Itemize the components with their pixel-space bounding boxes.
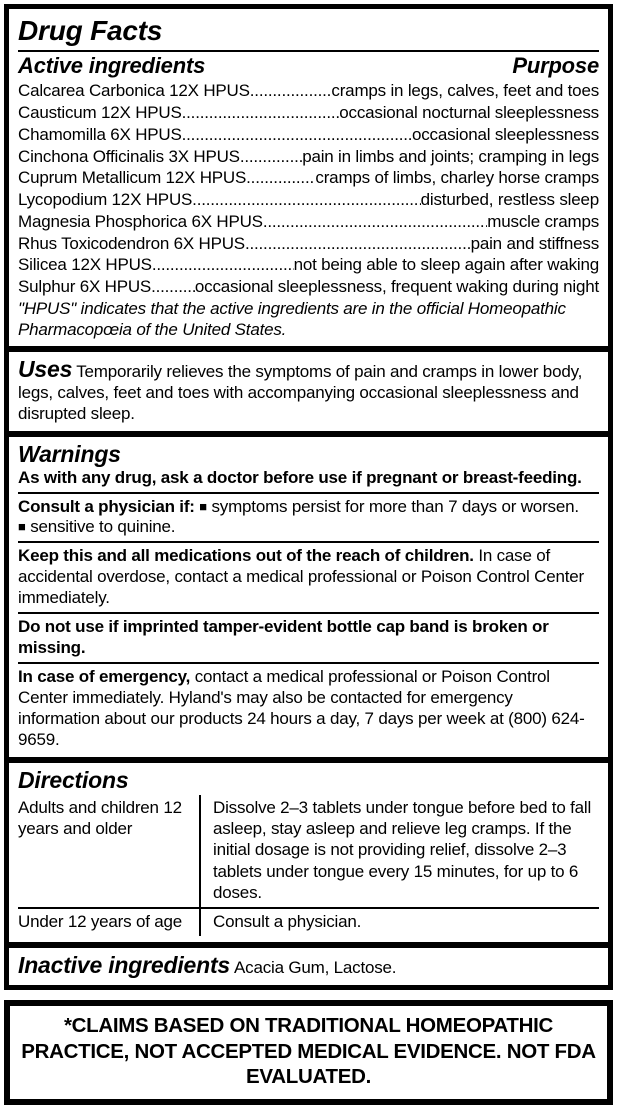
dot-leader xyxy=(151,276,195,298)
dot-leader xyxy=(263,211,487,233)
consult-item-2: sensitive to quinine. xyxy=(30,517,176,537)
ingredient-purpose: pain and stiffness xyxy=(470,233,599,253)
claims-text: *CLAIMS BASED ON TRADITIONAL HOMEOPATHIC PRACTICE, NOT ACCEPTED MEDICAL EVIDENCE. NOT FDA EVALUATED. xyxy=(21,1014,596,1089)
inactive-paragraph xyxy=(18,952,599,979)
ingredient-name: Cuprum Metallicum 12X HPUS xyxy=(18,168,247,188)
warning-divider xyxy=(18,492,599,494)
directions-age-group: Under 12 years of age xyxy=(18,912,183,932)
warnings-heading: Warnings xyxy=(18,441,121,468)
ingredient-name: Chamomilla 6X HPUS xyxy=(18,124,182,144)
ingredient-purpose: muscle cramps xyxy=(487,211,599,231)
active-ingredients-heading: Active ingredients xyxy=(18,53,206,79)
directions-table xyxy=(18,795,599,937)
directions-row xyxy=(18,795,599,907)
warning-tamper: Do not use if imprinted tamper-evident bottle cap band is broken or missing. xyxy=(18,617,549,657)
dot-leader xyxy=(152,254,294,276)
frame-gap xyxy=(4,990,613,1000)
ingredient-name: Calcarea Carbonica 12X HPUS xyxy=(18,81,250,101)
active-ingredients-section xyxy=(9,9,608,346)
warning-divider xyxy=(18,662,599,664)
ingredient-purpose: occasional sleeplessness xyxy=(411,124,599,144)
inactive-ingredients-heading: Inactive ingredients xyxy=(18,952,231,979)
consult-lead: Consult a physician if: xyxy=(18,496,195,516)
claims-disclaimer-box xyxy=(4,1000,613,1104)
square-bullet-icon: ■ xyxy=(199,498,207,514)
keep-text: In case of accidental overdose, contact a medical professional or Poison Control Center immediately. xyxy=(18,546,584,608)
inactive-ingredients-text: Acacia Gum, Lactose. xyxy=(234,958,397,978)
warning-children xyxy=(18,546,599,609)
ingredient-row xyxy=(18,254,599,276)
ingredient-purpose: not being able to sleep again after waking xyxy=(293,255,599,275)
ingredient-row xyxy=(18,124,599,146)
ingredient-name: Cinchona Officinalis 3X HPUS xyxy=(18,146,240,166)
ingredient-row xyxy=(18,189,599,211)
ingredient-name: Causticum 12X HPUS xyxy=(18,103,182,123)
dot-leader xyxy=(182,102,340,124)
drug-facts-label xyxy=(4,4,613,990)
purpose-heading: Purpose xyxy=(512,53,599,79)
ingredient-purpose: pain in limbs and joints; cramping in legs xyxy=(302,146,599,166)
uses-heading: Uses xyxy=(18,356,73,383)
warnings-section xyxy=(9,431,608,757)
ingredient-purpose: cramps in legs, calves, feet and toes xyxy=(331,81,599,101)
active-ingredients-list xyxy=(18,80,599,298)
drug-facts-title: Drug Facts xyxy=(18,15,163,46)
ingredient-purpose: occasional nocturnal sleeplessness xyxy=(339,103,599,123)
ingredient-row xyxy=(18,211,599,233)
ingredient-name: Lycopodium 12X HPUS xyxy=(18,190,193,210)
directions-heading: Directions xyxy=(18,767,129,794)
warning-divider xyxy=(18,612,599,614)
ingredient-row xyxy=(18,167,599,189)
directions-age-group: Adults and children 12 years and older xyxy=(18,797,182,839)
warning-emergency xyxy=(18,667,599,751)
square-bullet-icon: ■ xyxy=(18,519,26,535)
warning-pregnancy: As with any drug, ask a doctor before use if pregnant or breast-feeding. xyxy=(18,467,582,487)
ingredient-name: Silicea 12X HPUS xyxy=(18,255,152,275)
title-rule xyxy=(18,50,599,52)
emergency-text: contact a medical professional or Poison Control Center immediately. Hyland's may also be contacted for emergency information about our products 24 hours a day, 7 days per week at (800) 624-9659. xyxy=(18,666,585,749)
dot-leader xyxy=(245,233,471,255)
dot-leader xyxy=(240,146,302,168)
emergency-lead: In case of emergency, xyxy=(18,666,191,686)
ingredient-purpose: disturbed, restless sleep xyxy=(420,190,599,210)
dot-leader xyxy=(192,189,421,211)
ingredient-row xyxy=(18,233,599,255)
ingredient-purpose: occasional sleeplessness, frequent waking during night xyxy=(194,277,599,297)
hpus-footnote: "HPUS" indicates that the active ingredients are in the official Homeopathic Pharmacopœia of the United States. xyxy=(18,298,566,339)
keep-lead: Keep this and all medications out of the reach of children. xyxy=(18,546,474,566)
dot-leader xyxy=(246,167,315,189)
ingredient-row xyxy=(18,276,599,298)
uses-text: Temporarily relieves the symptoms of pain and cramps in lower body, legs, calves, feet and toes with accompanying occasional sleeplessness and disrupted sleep. xyxy=(18,362,583,424)
uses-section xyxy=(9,346,608,431)
directions-instruction: Consult a physician. xyxy=(199,909,599,936)
active-ingredients-header xyxy=(18,53,599,78)
directions-section xyxy=(9,757,608,942)
ingredient-name: Rhus Toxicodendron 6X HPUS xyxy=(18,233,245,253)
inactive-ingredients-section xyxy=(9,942,608,985)
ingredient-row xyxy=(18,80,599,102)
warning-consult xyxy=(18,497,599,539)
ingredient-name: Sulphur 6X HPUS xyxy=(18,277,152,297)
dot-leader xyxy=(182,124,412,146)
directions-instruction: Dissolve 2–3 tablets under tongue before bed to fall asleep, stay asleep and relieve leg cramps. If the initial dosage is not providing relief, dissolve 2–3 tablets under tongue every 15 minutes, for up to 6 doses. xyxy=(199,795,599,907)
ingredient-row xyxy=(18,102,599,124)
consult-item-1: symptoms persist for more than 7 days or worsen. xyxy=(211,496,579,516)
directions-row xyxy=(18,907,599,936)
uses-paragraph xyxy=(18,356,599,425)
ingredient-purpose: cramps of limbs, charley horse cramps xyxy=(315,168,599,188)
ingredient-name: Magnesia Phosphorica 6X HPUS xyxy=(18,211,263,231)
ingredient-row xyxy=(18,146,599,168)
dot-leader xyxy=(250,80,332,102)
warning-divider xyxy=(18,541,599,543)
